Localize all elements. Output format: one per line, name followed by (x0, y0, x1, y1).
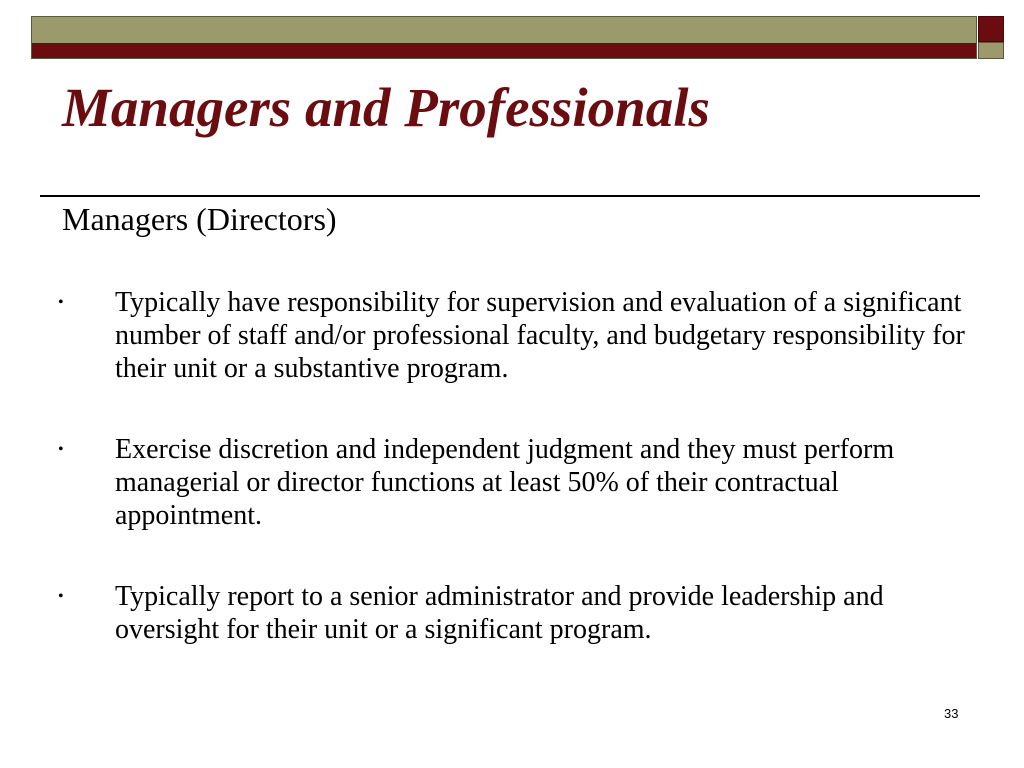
slide-subtitle: Managers (Directors) (62, 201, 337, 237)
corner-decoration-square-bottom (978, 42, 1004, 59)
title-divider (40, 195, 980, 197)
header-decoration-bar (31, 16, 977, 59)
bullet-dot-icon: • (58, 441, 64, 458)
header-decoration-stripe (32, 43, 976, 58)
bullet-item (58, 580, 968, 646)
slide-title: Managers and Professionals (62, 77, 710, 138)
bullet-text: Exercise discretion and independent judgment and they must perform managerial or director functions at least 50% of their contractual appointment. (115, 434, 895, 531)
bullet-text: Typically report to a senior administrator and provide leadership and oversight for their unit or a significant program. (115, 581, 884, 645)
bullet-item (58, 433, 968, 532)
bullet-item (58, 286, 968, 385)
corner-decoration-square-top (978, 16, 1004, 42)
page-number: 33 (944, 706, 959, 721)
bullet-text: Typically have responsibility for supervision and evaluation of a significant number of staff and/or professional faculty, and budgetary responsibility for their unit or a substantive program. (115, 287, 965, 384)
bullet-dot-icon: • (58, 588, 64, 605)
bullet-list (58, 286, 968, 646)
bullet-dot-icon: • (58, 294, 64, 311)
